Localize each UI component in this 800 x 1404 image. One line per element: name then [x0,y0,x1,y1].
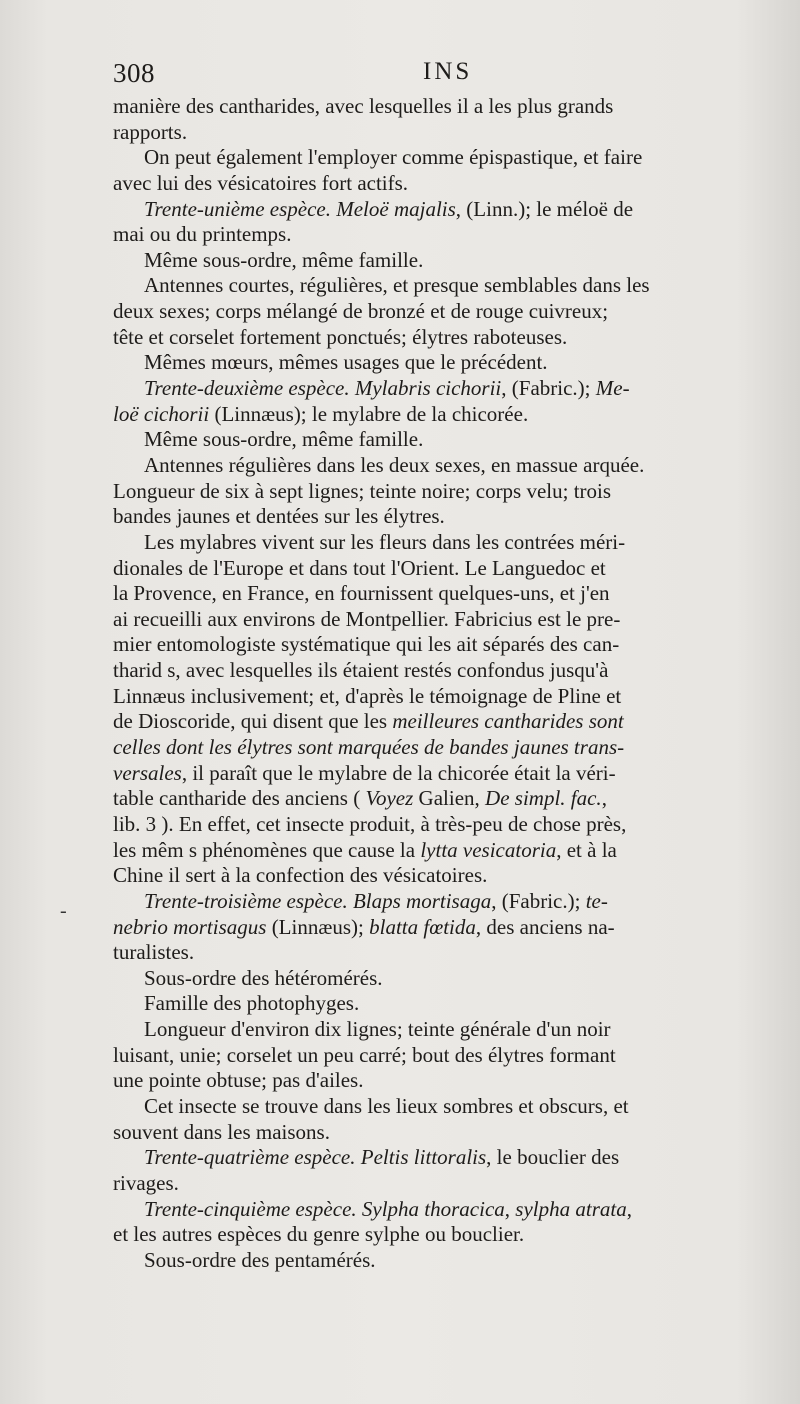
text-line [113,735,785,761]
text-segment: Antennes régulières dans les deux sexes, en massue arquée. [144,452,645,477]
text-line [113,658,785,684]
text-segment: une pointe obtuse; pas d'ailes. [113,1068,364,1093]
text-segment: tharid s, avec lesquelles ils étaient restés confondus jusqu'à [113,658,609,683]
text-segment: manière des cantharides, avec lesquelles il a les plus grands [113,94,614,118]
text-segment: les mêm s phénomènes que cause la [113,837,421,862]
text-segment: lib. 3 ). En effet, cet insecte produit, à très-peu de chose près, [113,811,627,836]
text-line [113,299,785,325]
text-line [113,709,785,735]
text-line [113,1222,785,1248]
text-line [113,812,785,838]
text-segment: , [626,1196,632,1221]
text-line [113,1248,785,1274]
text-line [113,1120,785,1146]
text-segment: , [504,1196,516,1221]
italic-text: De simpl. fac. [485,786,602,811]
text-line [113,145,785,171]
text-segment: , (Linn.); le méloë de [455,196,634,221]
text-segment: Sous-ordre des pentamérés. [144,1247,376,1272]
text-segment: , des anciens na- [475,914,615,939]
italic-text: blatta fœtida [369,914,476,939]
text-segment: Longueur de six à sept lignes; teinte noire; corps velu; trois [113,478,612,503]
text-segment: Cet insecte se trouve dans les lieux sombres et obscurs, et [144,1093,629,1118]
italic-text: te- [585,888,608,913]
text-line [113,427,785,453]
text-line [113,838,785,864]
text-line [113,402,785,428]
text-segment: (Linnæus); [266,914,370,939]
text-line [113,94,785,120]
text-segment: Antennes courtes, régulières, et presque semblables dans les [144,273,650,298]
text-segment: Même sous-ordre, même famille. [144,247,424,272]
italic-text: sylpha atrata [515,1196,627,1221]
text-line [113,504,785,530]
text-segment: souvent dans les maisons. [113,1119,330,1144]
text-line [113,915,785,941]
text-line [113,556,785,582]
text-line [113,479,785,505]
italic-text: nebrio mortisagus [113,914,267,939]
text-segment: Longueur d'environ dix lignes; teinte générale d'un noir [144,1017,611,1042]
text-line [113,1171,785,1197]
text-segment: bandes jaunes et dentées sur les élytres. [113,504,445,529]
page-header [113,58,773,92]
text-line [113,786,785,812]
text-line [113,325,785,351]
text-segment: , (Fabric.); [501,376,596,401]
text-segment: ai recueilli aux environs de Montpellier. Fabricius est le pre- [113,606,621,631]
running-head: INS [423,58,473,85]
text-segment: mier entomologiste systématique qui les ait séparés des can- [113,632,620,657]
text-segment: , (Fabric.); [491,888,586,913]
text-segment: tête et corselet fortement ponctués; élytres raboteuses. [113,324,568,349]
text-segment: Famille des photophyges. [144,991,360,1016]
italic-text: loë cichorii [113,401,210,426]
text-line [113,350,785,376]
text-line [113,684,785,710]
text-segment: , [601,786,607,811]
italic-text: Trente-unième espèce. Meloë majalis [144,196,456,221]
text-line [113,761,785,787]
text-segment: turalistes. [113,940,195,965]
text-line [113,581,785,607]
italic-text: versales [113,760,182,785]
text-line [113,120,785,146]
body-text [113,94,785,1273]
margin-mark: - [60,900,67,922]
text-line [113,171,785,197]
text-segment: On peut également l'employer comme épispastique, et faire [144,145,643,170]
text-line [113,607,785,633]
italic-text: meilleures cantharides sont [392,709,624,734]
text-line [113,632,785,658]
text-line [113,1068,785,1094]
text-line [113,376,785,402]
text-segment: Sous-ordre des hétéromérés. [144,965,383,990]
text-segment: table cantharide des anciens ( [113,786,366,811]
italic-text: Trente-cinquième espèce. Sylpha thoracica [144,1196,505,1221]
italic-text: Trente-troisième espèce. Blaps mortisaga [144,888,492,913]
text-line [113,1094,785,1120]
text-segment: luisant, unie; corselet un peu carré; bout des élytres formant [113,1042,616,1067]
text-line [113,248,785,274]
italic-text: Trente-deuxième espèce. Mylabris cichorii [144,376,502,401]
text-line [113,453,785,479]
text-segment: Linnæus inclusivement; et, d'après le témoignage de Pline et [113,683,622,708]
text-line [113,1017,785,1043]
text-line [113,222,785,248]
text-line [113,273,785,299]
text-line [113,991,785,1017]
text-line [113,530,785,556]
text-line [113,1197,785,1223]
page-number: 308 [113,58,155,88]
text-segment: (Linnæus); le mylabre de la chicorée. [209,401,529,426]
text-segment: , il paraît que le mylabre de la chicorée était la véri- [181,760,616,785]
text-segment: Même sous-ordre, même famille. [144,427,424,452]
text-segment: avec lui des vésicatoires fort actifs. [113,170,409,195]
text-segment: rapports. [113,119,188,144]
text-segment: Galien, [413,786,486,811]
text-line [113,1145,785,1171]
text-segment: deux sexes; corps mélangé de bronzé et de rouge cuivreux; [113,299,609,324]
text-segment: la Provence, en France, en fournissent quelques-uns, et j'en [113,581,610,606]
text-line [113,940,785,966]
italic-text: Me- [595,376,630,401]
text-line [113,197,785,223]
text-line [113,966,785,992]
italic-text: Voyez [365,786,414,811]
text-segment: Mêmes mœurs, mêmes usages que le précédent. [144,350,548,375]
text-segment: , le bouclier des [486,1145,620,1170]
text-segment: mai ou du printemps. [113,222,292,247]
text-segment: , et à la [556,837,617,862]
text-segment: et les autres espèces du genre sylphe ou bouclier. [113,1222,525,1247]
text-segment: dionales de l'Europe et dans tout l'Orient. Le Languedoc et [113,555,606,580]
text-segment: de Dioscoride, qui disent que les [113,709,393,734]
text-line [113,863,785,889]
italic-text: lytta vesicatoria [420,837,557,862]
text-segment: Les mylabres vivent sur les fleurs dans les contrées méri- [144,529,626,554]
italic-text: celles dont les élytres sont marquées de bandes jaunes trans- [113,735,625,760]
text-segment: Chine il sert à la confection des vésicatoires. [113,863,488,888]
text-line [113,1043,785,1069]
text-segment: rivages. [113,1170,179,1195]
text-line [113,889,785,915]
italic-text: Trente-quatrième espèce. Peltis littoralis [144,1145,487,1170]
